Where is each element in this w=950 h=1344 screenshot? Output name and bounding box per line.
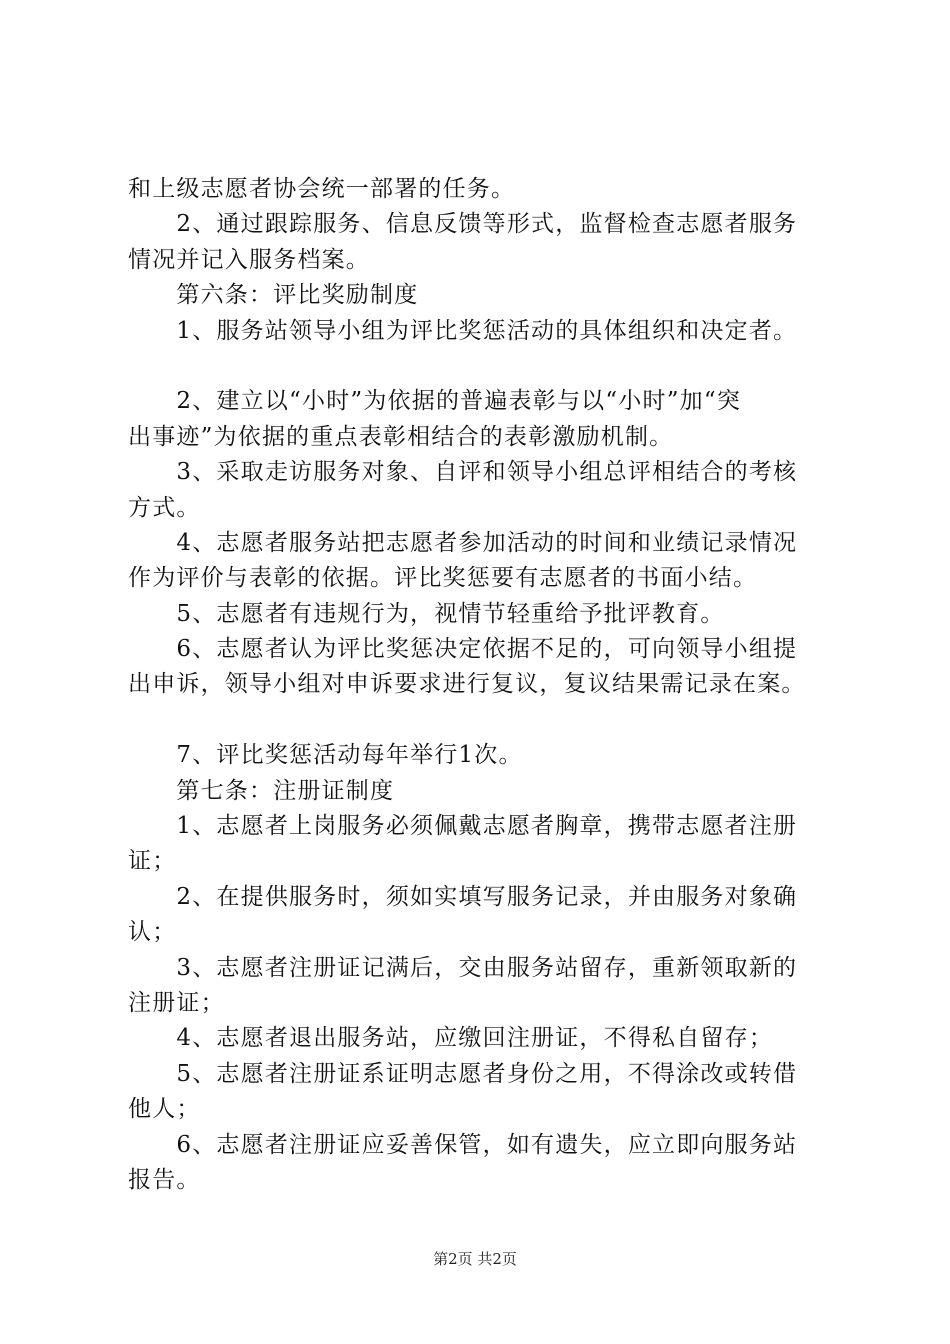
- text-line: 2、在提供服务时，须如实填写服务记录，并由服务对象确: [128, 883, 798, 910]
- text-line: 6、志愿者认为评比奖惩决定依据不足的，可向领导小组提: [128, 636, 798, 663]
- document-body: [128, 172, 833, 1198]
- blank-line: [128, 703, 833, 738]
- text-line: 方式。: [128, 494, 201, 521]
- text-line: 注册证；: [128, 989, 225, 1016]
- text-line: 报告。: [128, 1166, 201, 1193]
- text-line: 2、通过跟踪服务、信息反馈等形式，监督检查志愿者服务: [128, 211, 798, 238]
- text-line: 出事迹”为依据的重点表彰相结合的表彰激励机制。: [128, 423, 674, 450]
- text-line: 他人；: [128, 1096, 201, 1123]
- section-heading-article-6: 第六条：评比奖励制度: [128, 282, 419, 309]
- text-line: 5、志愿者有违规行为，视情节轻重给予批评教育。: [128, 600, 725, 627]
- text-line: 3、志愿者注册证记满后，交由服务站留存，重新领取新的: [128, 954, 798, 981]
- text-line: 证；: [128, 848, 177, 875]
- text-line: 4、志愿者退出服务站，应缴回注册证，不得私自留存；: [128, 1025, 774, 1052]
- text-line: 5、志愿者注册证系证明志愿者身份之用，不得涂改或转借: [128, 1060, 798, 1087]
- page-number-footer: 第2页 共2页: [433, 1250, 517, 1268]
- text-line: 6、志愿者注册证应妥善保管，如有遗失，应立即向服务站: [128, 1131, 798, 1158]
- text-line: 3、采取走访服务对象、自评和领导小组总评相结合的考核: [128, 459, 798, 486]
- text-line: 2、建立以“小时”为依据的普遍表彰与以“小时”加“突: [128, 388, 742, 415]
- text-line: 作为评价与表彰的依据。评比奖惩要有志愿者的书面小结。: [128, 565, 758, 592]
- text-line: 和上级志愿者协会统一部署的任务。: [128, 176, 516, 202]
- text-line: 4、志愿者服务站把志愿者参加活动的时间和业绩记录情况: [128, 529, 798, 556]
- blank-line: [128, 349, 833, 384]
- section-heading-article-7: 第七条：注册证制度: [128, 777, 395, 804]
- text-line: 认；: [128, 919, 177, 946]
- text-line: 7、评比奖惩活动每年举行1次。: [128, 742, 523, 769]
- text-line: 1、服务站领导小组为评比奖惩活动的具体组织和决定者。: [128, 317, 798, 344]
- text-line: 情况并记入服务档案。: [128, 246, 370, 273]
- text-line: 1、志愿者上岗服务必须佩戴志愿者胸章，携带志愿者注册: [128, 813, 798, 840]
- text-line: 出申诉，领导小组对申诉要求进行复议，复议结果需记录在案。: [128, 671, 806, 698]
